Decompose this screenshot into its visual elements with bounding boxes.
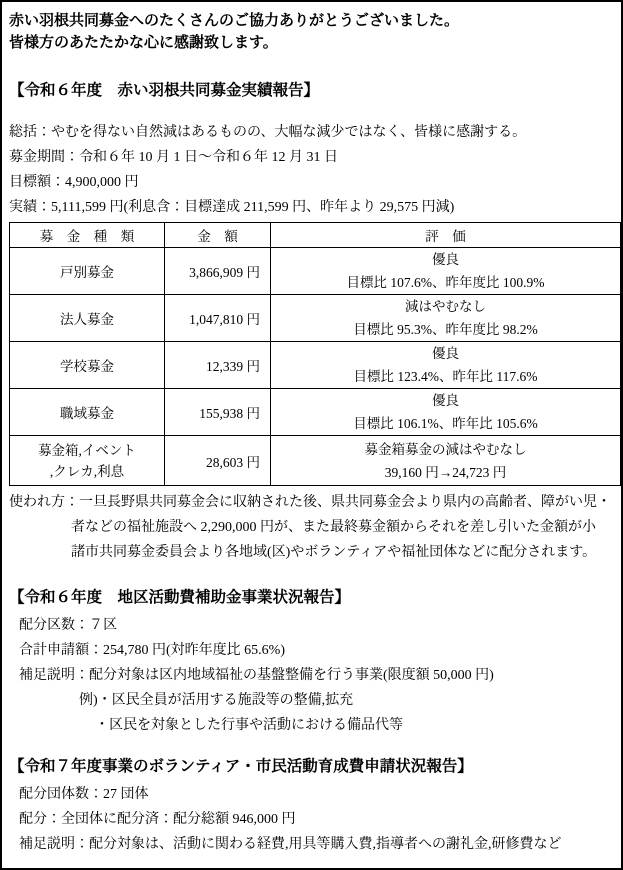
table-row: [10, 342, 621, 389]
fund-type-line1: 募金箱,イベント: [38, 442, 136, 458]
fund-eval-cell: [271, 248, 621, 295]
summary-line: 総括：やむを得ない自然減はあるものの、大幅な減少ではなく、皆様に感謝する。: [9, 125, 527, 140]
table-row: [10, 389, 621, 436]
target-amount-line: 目標額：4,900,000 円: [9, 175, 139, 190]
fund-amount-cell: 155,938 円: [165, 389, 271, 436]
eval-detail: 目標比 107.6%、昨年度比 100.9%: [346, 275, 545, 290]
usage-line: 諸市共同募金委員会より各地域(区)やボランティアや福祉団体などに配分されます。: [71, 545, 597, 560]
district-note-line: 補足説明：配分対象は区内地域福祉の基盤整備を行う事業(限度額 50,000 円): [19, 668, 494, 683]
eval-grade: 優良: [432, 393, 459, 408]
fund-amount-cell: 12,339 円: [165, 342, 271, 389]
fund-eval-cell: [271, 342, 621, 389]
eval-grade: 減はやむなし: [405, 299, 486, 314]
volunteer-note-line: 補足説明：配分対象は、活動に関わる経費,用具等購入費,指導者への謝礼金,研修費など: [19, 837, 562, 852]
usage-paragraph: [9, 490, 616, 565]
volunteer-grant-block: [9, 782, 616, 857]
eval-detail: 目標比 106.1%、昨年比 105.6%: [353, 416, 538, 431]
table-row: [10, 436, 621, 486]
district-example-line: ・区民を対象とした行事や活動における備品代等: [95, 718, 403, 733]
eval-detail: 目標比 95.3%、昨年度比 98.2%: [353, 322, 538, 337]
district-example-line: 例)・区民全員が活用する施設等の整備,拡充: [79, 693, 354, 708]
usage-line: 使われ方：一旦長野県共同募金会に収納された後、県共同募金会より県内の高齢者、障がい児・: [9, 495, 611, 510]
fund-eval-cell: [271, 436, 621, 486]
section-heading-volunteer-grant: 【令和７年度事業のボランティア・市民活動育成費申請状況報告】: [9, 758, 473, 775]
eval-grade: 募金箱募金の減はやむなし: [364, 441, 527, 457]
eval-detail: 39,160 円→24,723 円: [384, 464, 507, 480]
fundraising-results-table: [9, 222, 621, 486]
section-heading-district-subsidy: 【令和６年度 地区活動費補助金事業状況報告】: [9, 589, 351, 606]
table-row: [10, 295, 621, 342]
section-heading-fundraising-report: 【令和６年度 赤い羽根共同募金実績報告】: [9, 82, 320, 99]
usage-line: 者などの福祉施設へ 2,290,000 円が、また最終募金額からそれを差し引いた金額が小: [71, 520, 596, 535]
volunteer-allocation-line: 配分：全団体に配分済：配分総額 946,000 円: [19, 812, 296, 827]
fund-amount-cell: 3,866,909 円: [165, 248, 271, 295]
fund-type-cell: 法人募金: [10, 295, 165, 342]
period-line: 募金期間：令和６年 10 月 1 日～令和６年 12 月 31 日: [9, 150, 338, 165]
eval-detail: 目標比 123.4%、昨年比 117.6%: [353, 369, 538, 384]
table-row: [10, 248, 621, 295]
eval-grade: 優良: [432, 252, 459, 267]
fund-type-cell: 戸別募金: [10, 248, 165, 295]
district-count-line: 配分区数：７区: [19, 618, 117, 633]
district-subsidy-block: [9, 613, 616, 738]
result-amount-line: 実績：5,111,599 円(利息含：目標達成 211,599 円、昨年より 29,575 円減): [9, 200, 455, 215]
intro-gratitude-line: 皆様方のあたたかな心に感謝致します。: [9, 35, 278, 51]
district-total-line: 合計申請額：254,780 円(対昨年度比 65.6%): [19, 643, 285, 658]
eval-grade: 優良: [432, 346, 459, 361]
fund-type-cell: 職域募金: [10, 389, 165, 436]
table-header-type: 募 金 種 類: [10, 223, 165, 248]
fund-amount-cell: 28,603 円: [165, 436, 271, 486]
table-header-amount: 金 額: [165, 223, 271, 248]
fund-type-line2: ,クレカ,利息: [49, 463, 125, 479]
fundraising-summary-block: [9, 120, 616, 220]
fund-amount-cell: 1,047,810 円: [165, 295, 271, 342]
table-header-row: [10, 223, 621, 248]
fund-type-cell: 学校募金: [10, 342, 165, 389]
fund-eval-cell: [271, 389, 621, 436]
intro-thanks-line: 赤い羽根共同募金へのたくさんのご協力ありがとうございました。: [9, 13, 460, 29]
fund-type-cell: [10, 436, 165, 486]
table-header-evaluation: 評 価: [271, 223, 621, 248]
fund-eval-cell: [271, 295, 621, 342]
volunteer-count-line: 配分団体数：27 団体: [19, 787, 149, 802]
